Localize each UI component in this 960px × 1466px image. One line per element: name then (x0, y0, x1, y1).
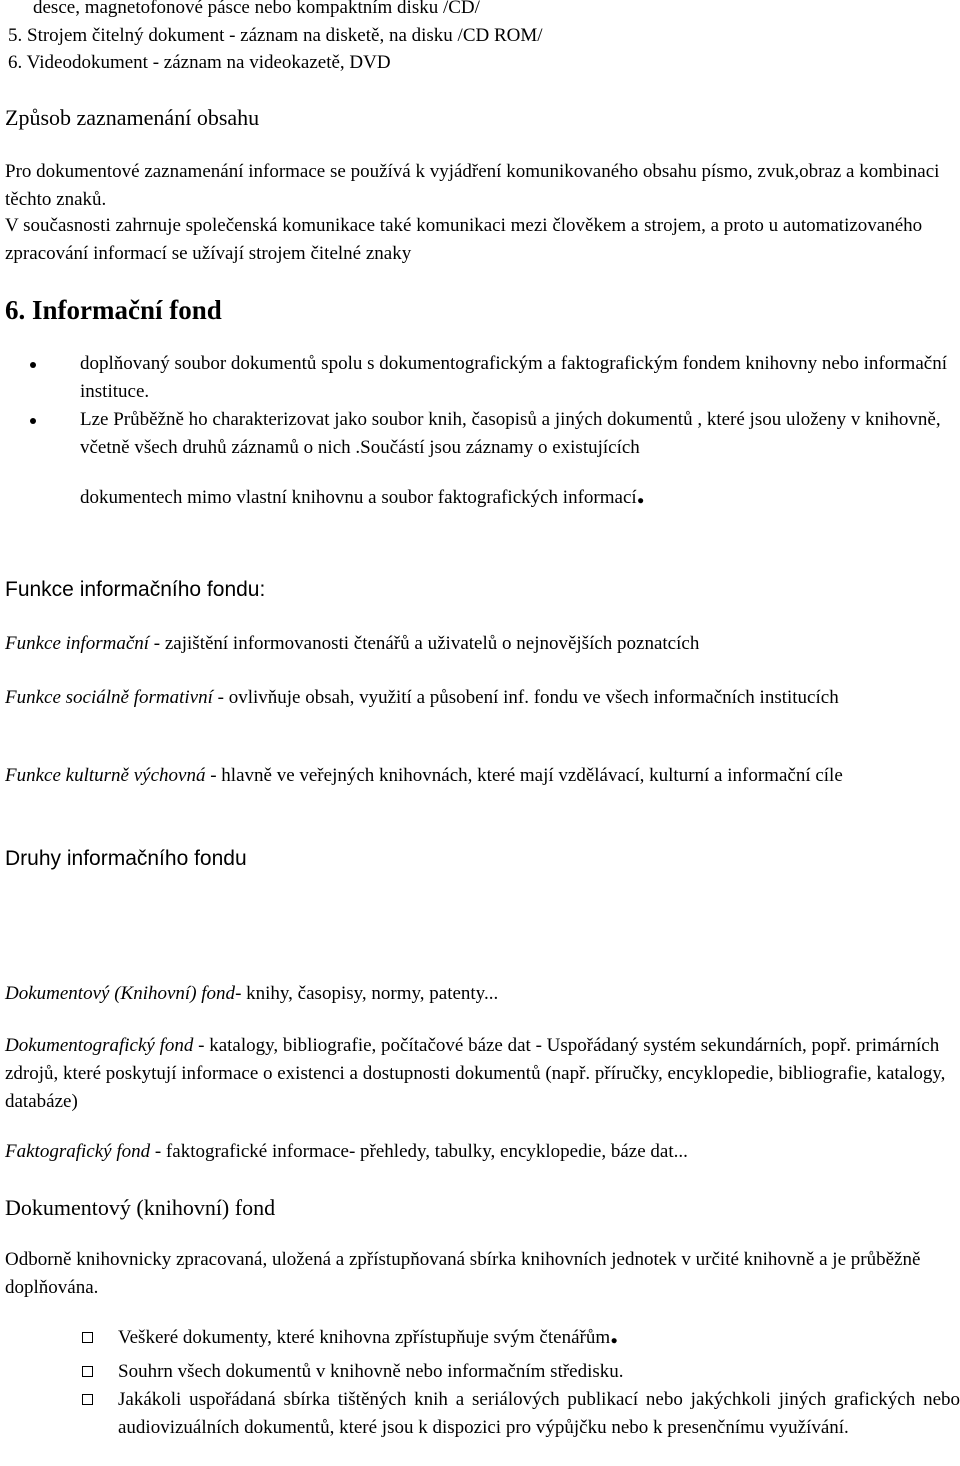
fond-bullet-2-continuation: dokumentech mimo vlastní knihovnu a soubor faktografických informací. (80, 474, 645, 510)
list-item-6: 6. Videodokument - záznam na videokazetě, DVD (8, 52, 391, 73)
heading-informacni-fond: 6. Informační fond (5, 295, 222, 325)
druh-dokumentovy: Dokumentový (Knihovní) fond- knihy, časopisy, normy, patenty... (5, 983, 499, 1004)
knihovni-checkbox-list (0, 1314, 960, 1442)
bullet-icon (30, 362, 36, 368)
list-item-5: 5. Strojem čitelný dokument - záznam na disketě, na disku /CD ROM/ (8, 25, 543, 46)
square-bullet-icon (82, 1394, 93, 1405)
knihovni-item-1: Veškeré dokumenty, které knihovna zpřístupňuje svým čtenářům. (0, 1324, 960, 1352)
heading-knihovni-fond: Dokumentový (knihovní) fond (5, 1195, 276, 1220)
heading-druhy: Druhy informačního fondu (5, 847, 247, 870)
paragraph-zpusob-1: Pro dokumentové zaznamenání informace se používá k vyjádření komunikovaného obsahu písmo, zvuk,obraz a kombinaci těchto znaků. (5, 161, 940, 210)
druh-faktograficky: Faktografický fond - faktografické informace- přehledy, tabulky, encyklopedie, báze dat... (5, 1141, 688, 1162)
fond-bullet-1: doplňovaný soubor dokumentů spolu s dokumentografickým a faktografickým fondem knihovny nebo informační instituce. (0, 350, 955, 406)
knihovni-item-2: Souhrn všech dokumentů v knihovně nebo informačním středisku. (0, 1358, 960, 1386)
funkce-socialne-formativni: Funkce sociálně formativní - ovlivňuje obsah, využití a působení inf. fondu ve všech informačních institucích (5, 687, 839, 708)
fond-bullet-2: Lze Průběžně ho charakterizovat jako soubor knih, časopisů a jiných dokumentů , které jsou uloženy v knihovně, včetně všech druhů záznamů o nich .Součástí jsou záznamy o existujících (0, 406, 955, 462)
paragraph-knihovni: Odborně knihovnicky zpracovaná, uložená a zpřístupňovaná sbírka knihovních jednotek v určité knihovně a je průběžně doplňována. (5, 1249, 921, 1298)
fond-bullet-list (0, 350, 955, 462)
funkce-informacni: Funkce informační - zajištění informovanosti čtenářů a uživatelů o nejnovějších poznatcích (5, 633, 700, 654)
knihovni-item-3: Jakákoli uspořádaná sbírka tištěných knih a seriálových publikací nebo jakýchkoli jiných grafických nebo audiovizuálních dokumentů, které jsou k dispozici pro výpůjčku nebo k presenčnímu využívání. (0, 1386, 960, 1442)
list-line-cd: desce, magnetofonové pásce nebo kompaktním disku /CD/ (33, 0, 480, 18)
bullet-icon (30, 418, 36, 424)
heading-zpusob: Způsob zaznamenání obsahu (5, 105, 260, 130)
funkce-kulturne-vychovna: Funkce kulturně výchovná - hlavně ve veřejných knihovnách, které mají vzdělávací, kulturní a informační cíle (5, 765, 843, 786)
heading-funkce: Funkce informačního fondu: (5, 578, 266, 601)
paragraph-zpusob-2: V současnosti zahrnuje společenská komunikace také komunikaci mezi člověkem a strojem, a proto u automatizovaného zpracování informací se užívají strojem čitelné znaky (5, 215, 923, 264)
square-bullet-icon (82, 1332, 93, 1343)
druh-dokumentograficky: Dokumentografický fond - katalogy, bibliografie, počítačové báze dat - Uspořádaný systém sekundárních, popř. primárních zdrojů, které poskytují informace o existenci a dostupnosti dokumentů (např. příručky, encyklopedie, bibliografie, katalogy, databáze) (5, 1035, 946, 1112)
square-bullet-icon (82, 1366, 93, 1377)
